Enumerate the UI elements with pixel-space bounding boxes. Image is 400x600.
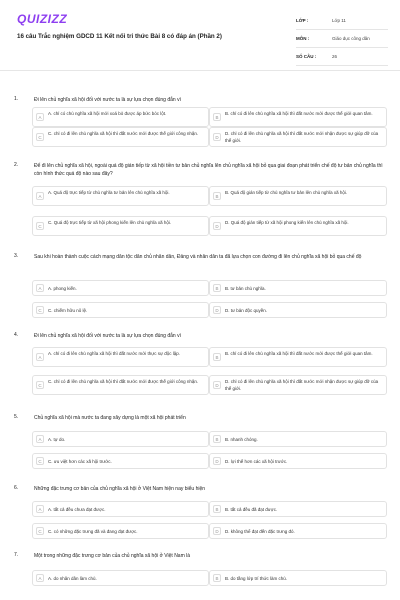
option-text: A. chỉ có chủ nghĩa xã hội mới xoá bỏ được áp bức bóc lột. xyxy=(48,111,167,116)
option-letter: D xyxy=(213,457,221,465)
option-letter: D xyxy=(213,133,221,141)
question-4 xyxy=(12,332,390,402)
option-text: B. chỉ có đi lên chủ nghĩa xã hội thì đất nước mới được thế giới quan tâm. xyxy=(225,351,373,356)
option-a[interactable] xyxy=(32,431,209,447)
question-text: Để đi lên chủ nghĩa xã hội, ngoài quá độ gián tiếp từ xã hội tiền tư bản chủ nghĩa lên chủ nghĩa xã hội bỏ qua giai đoạn phát triển chế độ tư bản chủ nghĩa thì còn hình thức quá độ nào sau đây? xyxy=(34,163,383,177)
option-letter: A xyxy=(36,353,44,361)
option-text: B. chỉ có đi lên chủ nghĩa xã hội thì đất nước mới được thế giới quan tâm. xyxy=(225,111,373,116)
option-letter: A xyxy=(36,435,44,443)
question-5 xyxy=(12,414,390,474)
option-b[interactable] xyxy=(209,431,387,447)
meta-row-subject xyxy=(296,30,388,48)
option-text: A. chỉ có đi lên chủ nghĩa xã hội thì đất nước mới thực sự độc lập. xyxy=(48,351,181,356)
option-letter: A xyxy=(36,192,44,200)
option-letter: C xyxy=(36,457,44,465)
option-d[interactable] xyxy=(209,302,387,318)
option-a[interactable] xyxy=(32,280,209,296)
question-text: Những đặc trưng cơ bản của chủ nghĩa xã hội ở Việt Nam hiện nay biểu hiện xyxy=(34,486,206,492)
option-letter: D xyxy=(213,306,221,314)
meta-table xyxy=(296,12,388,66)
question-number: 7. xyxy=(14,552,19,558)
option-letter: B xyxy=(213,505,221,513)
option-c[interactable] xyxy=(32,127,209,147)
option-b[interactable] xyxy=(209,501,387,517)
meta-key: LỚP : xyxy=(296,18,309,23)
option-text: B. nhanh chóng. xyxy=(225,436,258,442)
option-b[interactable] xyxy=(209,186,387,206)
question-number: 3. xyxy=(14,253,19,259)
option-letter: D xyxy=(213,527,221,535)
option-b[interactable] xyxy=(209,280,387,296)
quizizz-logo: QUIZIZZ xyxy=(17,12,68,26)
option-text: C. chiếm hữu nô lệ. xyxy=(48,307,88,313)
option-letter: B xyxy=(213,574,221,582)
option-letter: C xyxy=(36,133,44,141)
option-text: D. chỉ có đi lên chủ nghĩa xã hội thì đất nước mới nhận được sự giúp đỡ của thế giới. xyxy=(225,131,379,143)
option-a[interactable] xyxy=(32,107,209,127)
option-text: B. tư bản chủ nghĩa. xyxy=(225,285,266,291)
option-letter: B xyxy=(213,192,221,200)
option-c[interactable] xyxy=(32,453,209,469)
question-text: Một trong những đặc trưng cơ bản của chủ nghĩa xã hội ở Việt Nam là xyxy=(34,553,191,559)
meta-key: SỐ CÂU : xyxy=(296,54,317,59)
question-6 xyxy=(12,485,390,545)
option-c[interactable] xyxy=(32,302,209,318)
option-letter: A xyxy=(36,505,44,513)
option-d[interactable] xyxy=(209,127,387,147)
question-number: 1. xyxy=(14,96,19,102)
option-text: D. không thể đạt đến đặc trưng đó. xyxy=(225,528,295,534)
option-d[interactable] xyxy=(209,453,387,469)
question-1 xyxy=(12,96,390,156)
question-text: Đi lên chủ nghĩa xã hội đối với nước ta là sự lựa chọn đúng đắn vì xyxy=(34,97,181,103)
option-letter: C xyxy=(36,527,44,535)
question-text: Sau khi hoàn thành cuộc cách mạng dân tộc dân chủ nhân dân, Đảng và nhân dân ta đã lựa chọn con đường đi lên chủ nghĩa xã hội bỏ qua chế độ xyxy=(34,254,362,260)
option-letter: D xyxy=(213,381,221,389)
document-header xyxy=(0,0,400,70)
option-letter: B xyxy=(213,353,221,361)
option-text: C. có những đặc trưng đã và đang đạt được. xyxy=(48,528,138,534)
option-a[interactable] xyxy=(32,347,209,367)
option-letter: A xyxy=(36,284,44,292)
question-7 xyxy=(12,552,390,592)
option-a[interactable] xyxy=(32,501,209,517)
meta-value: 26 xyxy=(332,54,338,59)
option-text: C. Quá độ trực tiếp từ xã hội phong kiến lên chủ nghĩa xã hội. xyxy=(48,220,172,225)
option-text: D. Quá độ gián tiếp từ xã hội phong kiến lên chủ nghĩa xã hội. xyxy=(225,220,349,225)
question-number: 2. xyxy=(14,162,19,168)
option-text: A. Quá độ trực tiếp từ chủ nghĩa tư bản lên chủ nghĩa xã hội. xyxy=(48,190,170,195)
option-letter: A xyxy=(36,574,44,582)
option-letter: B xyxy=(213,113,221,121)
option-text: A. do nhân dân làm chủ. xyxy=(48,575,97,581)
option-text: A. tự do. xyxy=(48,436,66,442)
question-number: 6. xyxy=(14,485,19,491)
option-letter: B xyxy=(213,435,221,443)
question-2 xyxy=(12,162,390,242)
option-c[interactable] xyxy=(32,375,209,395)
question-number: 5. xyxy=(14,414,19,420)
meta-value: Lớp 11 xyxy=(332,18,346,23)
question-text: Chủ nghĩa xã hội mà nước ta đang xây dựng là một xã hội phát triển xyxy=(34,415,186,421)
option-c[interactable] xyxy=(32,523,209,539)
meta-row-class xyxy=(296,12,388,30)
option-a[interactable] xyxy=(32,570,209,586)
option-b[interactable] xyxy=(209,107,387,127)
option-d[interactable] xyxy=(209,375,387,395)
meta-value: Giáo dục công dân xyxy=(332,36,370,41)
option-letter: B xyxy=(213,284,221,292)
option-a[interactable] xyxy=(32,186,209,206)
option-d[interactable] xyxy=(209,216,387,236)
meta-row-count xyxy=(296,48,388,66)
option-text: B. do tầng lớp trí thức làm chủ. xyxy=(225,575,287,581)
option-letter: A xyxy=(36,113,44,121)
option-text: B. Quá độ gián tiếp từ chủ nghĩa tư bản lên chủ nghĩa xã hội. xyxy=(225,190,348,195)
option-text: C. chỉ có đi lên chủ nghĩa xã hội thì đất nước mới được thế giới công nhận. xyxy=(48,379,199,384)
option-d[interactable] xyxy=(209,523,387,539)
option-text: C. chỉ có đi lên chủ nghĩa xã hội thì đất nước mới được thế giới công nhận. xyxy=(48,131,199,136)
option-text: D. tư bản độc quyền. xyxy=(225,307,268,313)
option-text: A. tất cả đều chưa đạt được. xyxy=(48,506,106,512)
option-b[interactable] xyxy=(209,347,387,367)
page-title: 16 câu Trắc nghiệm GDCD 11 Kết nối tri thức Bài 8 có đáp án (Phần 2) xyxy=(17,33,222,40)
option-text: D. chỉ có đi lên chủ nghĩa xã hội thì đất nước mới nhận được sự giúp đỡ của thế giới. xyxy=(225,379,379,391)
option-c[interactable] xyxy=(32,216,209,236)
option-letter: C xyxy=(36,222,44,230)
option-b[interactable] xyxy=(209,570,387,586)
option-text: B. tất cả đều đã đạt được. xyxy=(225,506,278,512)
question-text: Đi lên chủ nghĩa xã hội đối với nước ta là sự lựa chọn đúng đắn vì xyxy=(34,333,181,339)
option-text: D. lợi thế hơn các xã hội trước. xyxy=(225,458,288,464)
meta-key: MÔN : xyxy=(296,36,310,41)
option-letter: D xyxy=(213,222,221,230)
option-text: C. ưu việt hơn các xã hội trước. xyxy=(48,458,112,464)
option-letter: C xyxy=(36,381,44,389)
option-letter: C xyxy=(36,306,44,314)
question-number: 4. xyxy=(14,332,19,338)
question-3 xyxy=(12,253,390,323)
header-divider xyxy=(0,70,400,71)
option-text: A. phong kiến. xyxy=(48,285,77,291)
